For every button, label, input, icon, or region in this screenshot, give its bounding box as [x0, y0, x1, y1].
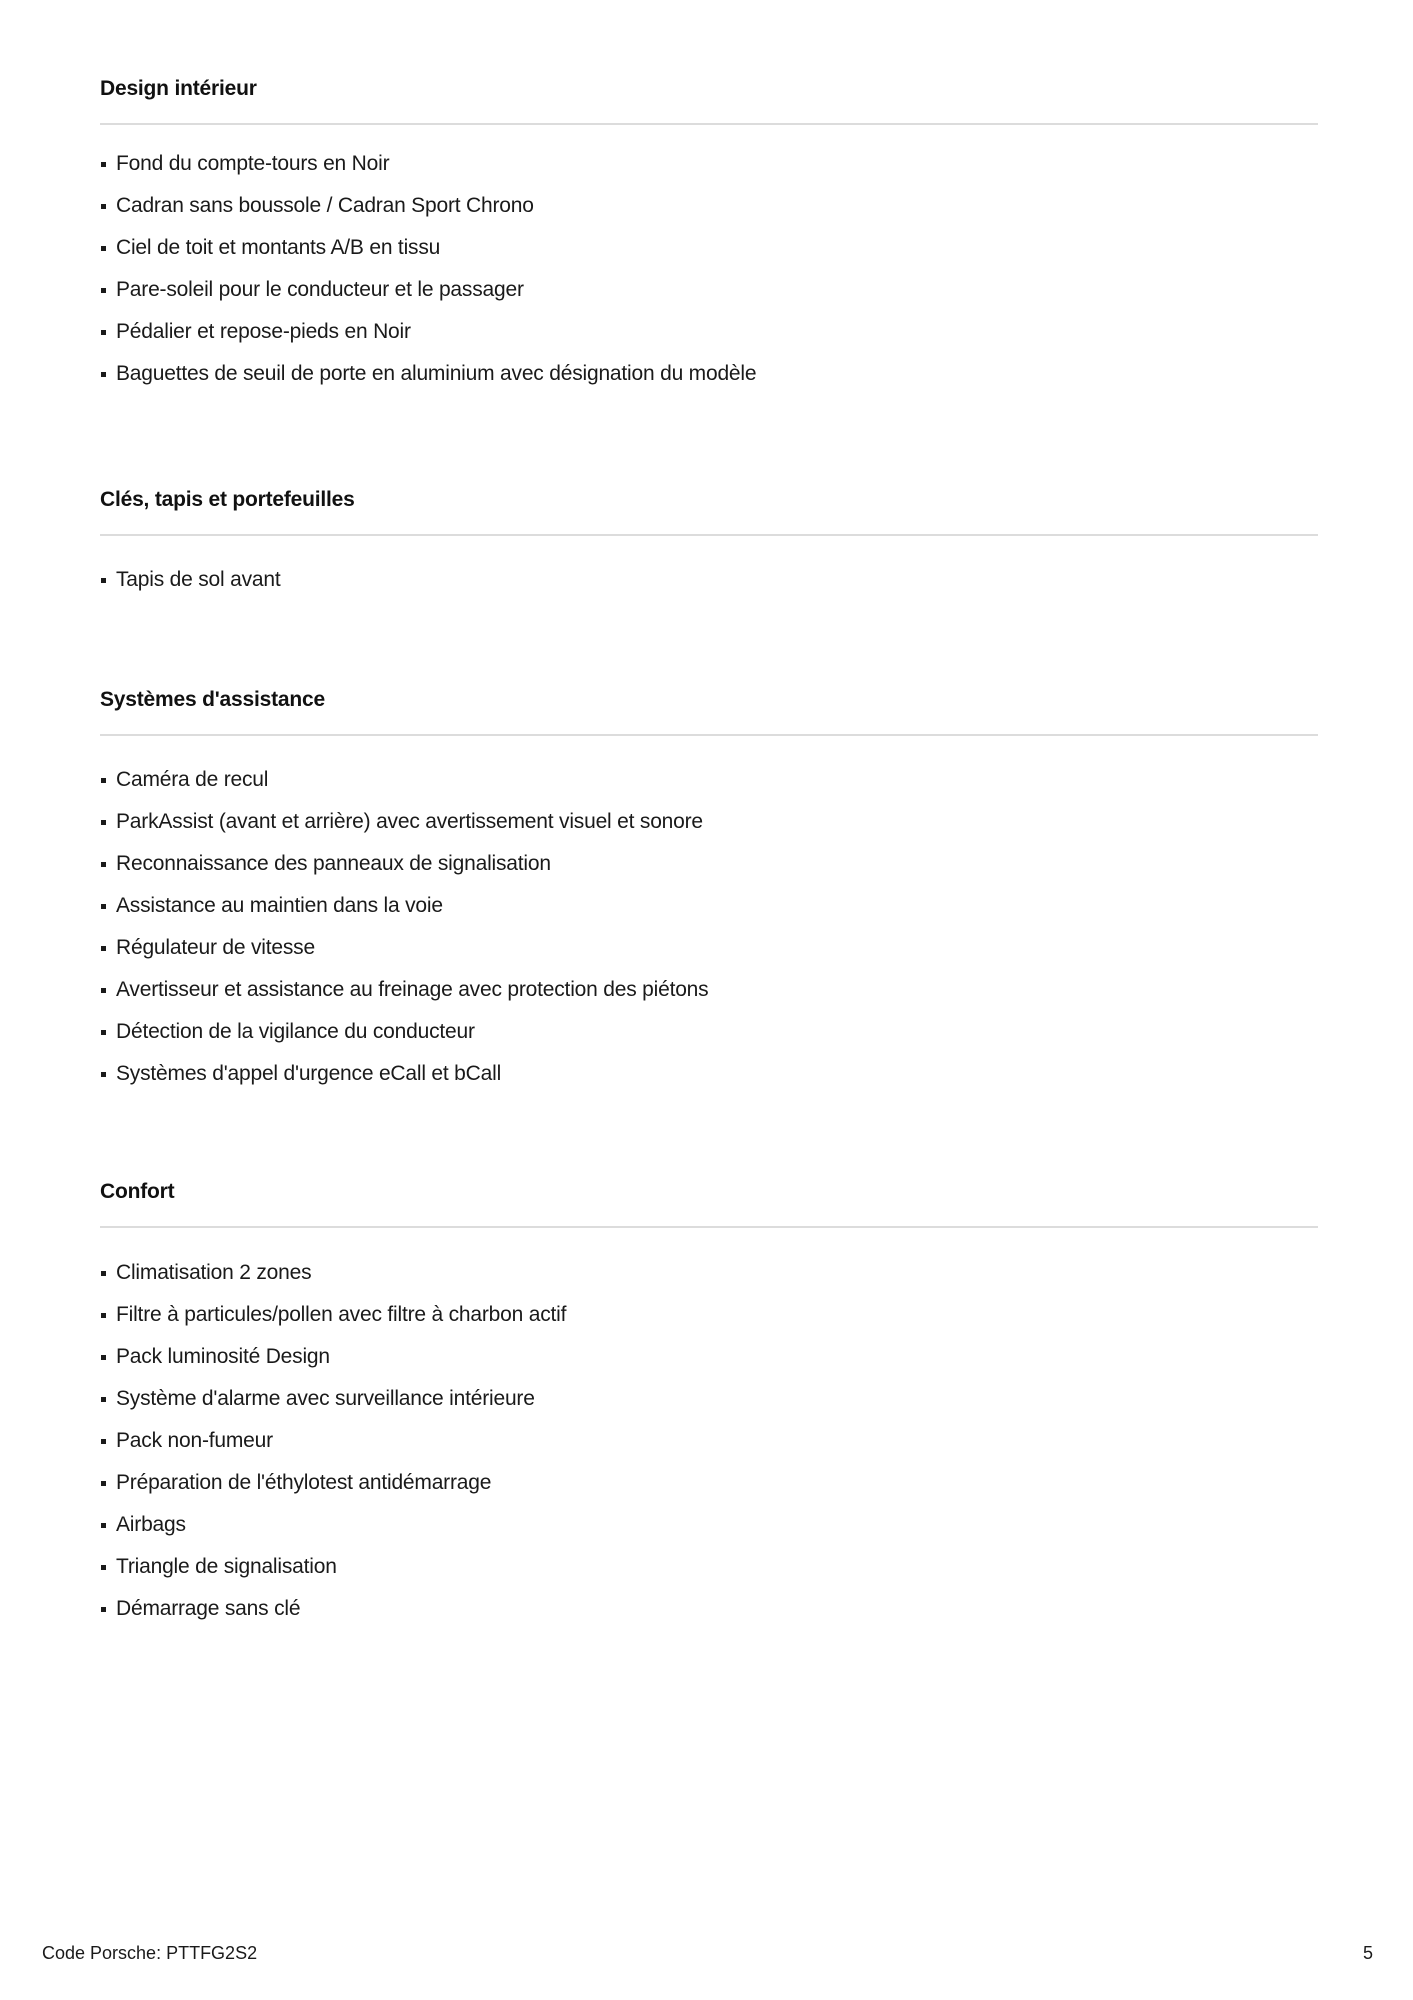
list-item-label: Tapis de sol avant — [116, 568, 281, 591]
list-item — [100, 151, 1318, 177]
bullet-icon — [101, 1439, 106, 1444]
list-item — [100, 809, 1318, 835]
bullet-icon — [101, 246, 106, 251]
feature-list — [100, 1260, 1318, 1622]
list-item-label: Régulateur de vitesse — [116, 936, 315, 959]
bullet-icon — [101, 372, 106, 377]
bullet-icon — [101, 204, 106, 209]
feature-list — [100, 151, 1318, 387]
feature-list — [100, 567, 1318, 593]
bullet-icon — [101, 1030, 106, 1035]
list-item — [100, 193, 1318, 219]
section-confort — [100, 1179, 1318, 1638]
bullet-icon — [101, 1271, 106, 1276]
section-title: Confort — [100, 1180, 175, 1203]
bullet-icon — [101, 988, 106, 993]
list-item-label: Triangle de signalisation — [116, 1555, 337, 1578]
list-item-label: Filtre à particules/pollen avec filtre à charbon actif — [116, 1303, 567, 1326]
list-item-label: Caméra de recul — [116, 768, 269, 791]
bullet-icon — [101, 578, 106, 583]
list-item — [100, 977, 1318, 1003]
section-divider — [100, 734, 1318, 736]
section-title: Design intérieur — [100, 77, 257, 100]
list-item — [100, 767, 1318, 793]
bullet-icon — [101, 946, 106, 951]
list-item-label: Système d'alarme avec surveillance intérieure — [116, 1387, 535, 1410]
list-item — [100, 1019, 1318, 1045]
list-item — [100, 235, 1318, 261]
list-item-label: Avertisseur et assistance au freinage avec protection des piétons — [116, 978, 709, 1001]
list-item-label: Ciel de toit et montants A/B en tissu — [116, 236, 441, 259]
bullet-icon — [101, 1355, 106, 1360]
section-title: Clés, tapis et portefeuilles — [100, 488, 355, 511]
section-title: Systèmes d'assistance — [100, 688, 325, 711]
list-item-label: Pack non-fumeur — [116, 1429, 273, 1452]
bullet-icon — [101, 820, 106, 825]
list-item-label: Démarrage sans clé — [116, 1597, 301, 1620]
list-item — [100, 851, 1318, 877]
list-item-label: Pare-soleil pour le conducteur et le passager — [116, 278, 524, 301]
bullet-icon — [101, 1565, 106, 1570]
bullet-icon — [101, 1397, 106, 1402]
list-item — [100, 319, 1318, 345]
list-item — [100, 1554, 1318, 1580]
list-item — [100, 935, 1318, 961]
list-item — [100, 567, 1318, 593]
list-item-label: Fond du compte-tours en Noir — [116, 152, 390, 175]
bullet-icon — [101, 162, 106, 167]
list-item-label: Baguettes de seuil de porte en aluminium avec désignation du modèle — [116, 362, 757, 385]
list-item — [100, 1428, 1318, 1454]
list-item-label: Pédalier et repose-pieds en Noir — [116, 320, 411, 343]
list-item — [100, 1596, 1318, 1622]
bullet-icon — [101, 288, 106, 293]
list-item — [100, 1302, 1318, 1328]
section-divider — [100, 534, 1318, 536]
list-item-label: Détection de la vigilance du conducteur — [116, 1020, 475, 1043]
list-item-label: ParkAssist (avant et arrière) avec avertissement visuel et sonore — [116, 810, 703, 833]
list-item-label: Airbags — [116, 1513, 186, 1536]
bullet-icon — [101, 778, 106, 783]
bullet-icon — [101, 1523, 106, 1528]
bullet-icon — [101, 1481, 106, 1486]
list-item-label: Pack luminosité Design — [116, 1345, 330, 1368]
list-item — [100, 1061, 1318, 1087]
list-item — [100, 1512, 1318, 1538]
list-item — [100, 1470, 1318, 1496]
bullet-icon — [101, 1313, 106, 1318]
list-item-label: Climatisation 2 zones — [116, 1261, 312, 1284]
section-cles-tapis — [100, 487, 1318, 609]
list-item-label: Assistance au maintien dans la voie — [116, 894, 443, 917]
section-divider — [100, 1226, 1318, 1228]
bullet-icon — [101, 330, 106, 335]
section-systemes-assistance — [100, 687, 1318, 1103]
list-item-label: Reconnaissance des panneaux de signalisation — [116, 852, 551, 875]
list-item-label: Préparation de l'éthylotest antidémarrage — [116, 1471, 492, 1494]
list-item — [100, 361, 1318, 387]
list-item — [100, 1260, 1318, 1286]
list-item — [100, 277, 1318, 303]
list-item-label: Systèmes d'appel d'urgence eCall et bCall — [116, 1062, 502, 1085]
section-design-interieur — [100, 76, 1318, 403]
list-item — [100, 893, 1318, 919]
section-divider — [100, 123, 1318, 125]
bullet-icon — [101, 1607, 106, 1612]
page-number: 5 — [1362, 1943, 1373, 1963]
bullet-icon — [101, 904, 106, 909]
list-item — [100, 1344, 1318, 1370]
porsche-code: Code Porsche: PTTFG2S2 — [42, 1943, 258, 1963]
list-item — [100, 1386, 1318, 1412]
list-item-label: Cadran sans boussole / Cadran Sport Chrono — [116, 194, 534, 217]
feature-list — [100, 767, 1318, 1087]
bullet-icon — [101, 862, 106, 867]
bullet-icon — [101, 1072, 106, 1077]
